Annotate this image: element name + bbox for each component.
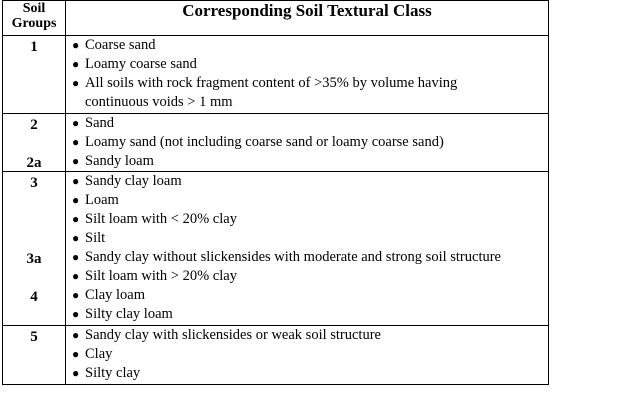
list-item: ● Sandy clay with slickensides or weak soil structure [72, 327, 381, 343]
bullet-icon: ● [72, 38, 80, 52]
class-cell [66, 114, 549, 172]
list-item: ● Sand [72, 115, 114, 131]
list-item: ● All soils with rock fragment content of >35% by volume having continuous voids > 1 mm [72, 75, 458, 110]
bullet-icon: ● [72, 269, 80, 283]
class-list [66, 172, 548, 324]
table-header-row [3, 1, 549, 36]
group-label: 3a [26, 251, 42, 267]
class-list [66, 36, 548, 112]
list-item: ● Coarse sand [72, 37, 156, 53]
list-item: ● Clay loam [72, 287, 146, 303]
list-item: ● Silty clay loam [72, 306, 173, 322]
group-label: 2a [26, 155, 42, 171]
header-group-line1: Soil [22, 1, 46, 16]
bullet-icon: ● [72, 347, 80, 361]
table-row [3, 326, 549, 385]
class-cell [66, 36, 549, 114]
group-label: 4 [30, 289, 38, 305]
class-list [66, 114, 548, 171]
list-item: ● Clay [72, 346, 113, 362]
soil-groups-header [3, 1, 66, 36]
list-item: ● Silt loam with < 20% clay [72, 211, 237, 227]
group-label: 5 [30, 329, 38, 345]
table-row [3, 114, 549, 172]
class-cell [66, 326, 549, 385]
bullet-icon: ● [72, 154, 80, 168]
group-label: 1 [30, 39, 38, 55]
group-cell [3, 114, 66, 172]
bullet-icon: ● [72, 76, 80, 90]
bullet-icon: ● [72, 366, 80, 380]
bullet-icon: ● [72, 193, 80, 207]
list-item: ● Silt loam with > 20% clay [72, 268, 237, 284]
table-row [3, 172, 549, 326]
list-item: ● Silt [72, 230, 106, 246]
bullet-icon: ● [72, 231, 80, 245]
list-item: ● Silty clay [72, 365, 141, 381]
bullet-icon: ● [72, 212, 80, 226]
bullet-icon: ● [72, 57, 80, 71]
list-item: ● Loamy sand (not including coarse sand or loamy coarse sand) [72, 134, 444, 150]
soil-groups-table [2, 0, 549, 385]
list-item: ● Loam [72, 192, 119, 208]
group-cell [3, 36, 66, 114]
table-row [3, 36, 549, 114]
class-cell [66, 172, 549, 326]
bullet-icon: ● [72, 174, 80, 188]
bullet-icon: ● [72, 307, 80, 321]
bullet-icon: ● [72, 135, 80, 149]
bullet-icon: ● [72, 116, 80, 130]
class-list [66, 326, 548, 383]
group-cell [3, 326, 66, 385]
header-group-line2: Groups [11, 16, 57, 31]
group-label: 3 [30, 175, 38, 191]
textural-class-header: Corresponding Soil Textural Class [66, 1, 549, 36]
group-label: 2 [30, 117, 38, 133]
list-item: ● Loamy coarse sand [72, 56, 197, 72]
group-cell [3, 172, 66, 326]
bullet-icon: ● [72, 250, 80, 264]
bullet-icon: ● [72, 288, 80, 302]
list-item: ● Sandy clay without slickensides with moderate and strong soil structure [72, 249, 501, 265]
list-item: ● Sandy loam [72, 153, 154, 169]
bullet-icon: ● [72, 328, 80, 342]
list-item: ● Sandy clay loam [72, 173, 182, 189]
